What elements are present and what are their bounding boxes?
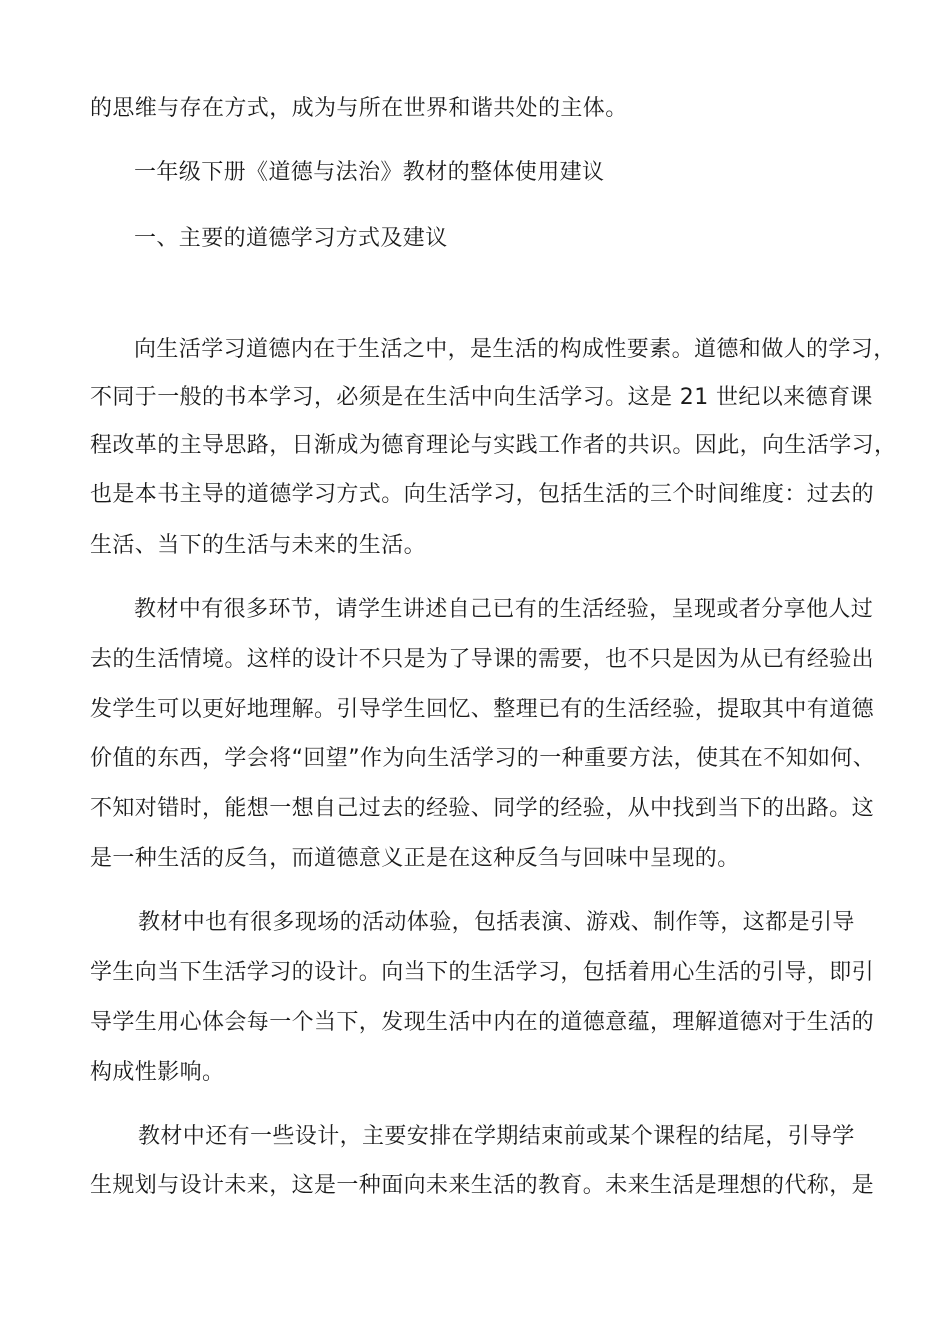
text-line: 也是本书主导的道德学习方式。向生活学习，包括生活的三个时间维度：过去的 [90, 482, 875, 507]
text-line: 构成性影响。 [90, 1060, 225, 1085]
text-line: 教材中还有一些设计，主要安排在学期结束前或某个课程的结尾，引导学 [138, 1124, 855, 1149]
text-line: 向生活学习道德内在于生活之中，是生活的构成性要素。道德和做人的学习， [134, 337, 896, 362]
subsection-heading: 一、主要的道德学习方式及建议 [134, 226, 448, 251]
text-line: 程改革的主导思路，日渐成为德育理论与实践工作者的共识。因此，向生活学习， [90, 433, 897, 458]
text-line: 教材中有很多环节，请学生讲述自己已有的生活经验，呈现或者分享他人过 [134, 597, 874, 622]
text-line: 生规划与设计未来，这是一种面向未来生活的教育。未来生活是理想的代称，是 [90, 1173, 875, 1198]
text-line: 是一种生活的反刍，而道德意义正是在这种反刍与回味中呈现的。 [90, 846, 740, 871]
text-line: 的思维与存在方式，成为与所在世界和谐共处的主体。 [90, 96, 628, 121]
text-line: 价值的东西，学会将“回望”作为向生活学习的一种重要方法，使其在不知如何、 [90, 746, 876, 771]
text-line: 去的生活情境。这样的设计不只是为了导课的需要，也不只是因为从已有经验出 [90, 647, 875, 672]
text-line: 生活、当下的生活与未来的生活。 [90, 533, 427, 558]
text-line: 教材中也有很多现场的活动体验，包括表演、游戏、制作等，这都是引导 [138, 910, 855, 935]
text-line: 导学生用心体会每一个当下，发现生活中内在的道德意蕴，理解道德对于生活的 [90, 1010, 875, 1035]
section-heading: 一年级下册《道德与法治》教材的整体使用建议 [134, 160, 605, 185]
text-line: 发学生可以更好地理解。引导学生回忆、整理已有的生活经验，提取其中有道德 [90, 697, 875, 722]
text-line: 学生向当下生活学习的设计。向当下的生活学习，包括着用心生活的引导，即引 [90, 960, 875, 985]
text-line: 不同于一般的书本学习，必须是在生活中向生活学习。这是 21 世纪以来德育课 [90, 385, 873, 410]
text-line: 不知对错时，能想一想自己过去的经验、同学的经验，从中找到当下的出路。这 [90, 796, 875, 821]
